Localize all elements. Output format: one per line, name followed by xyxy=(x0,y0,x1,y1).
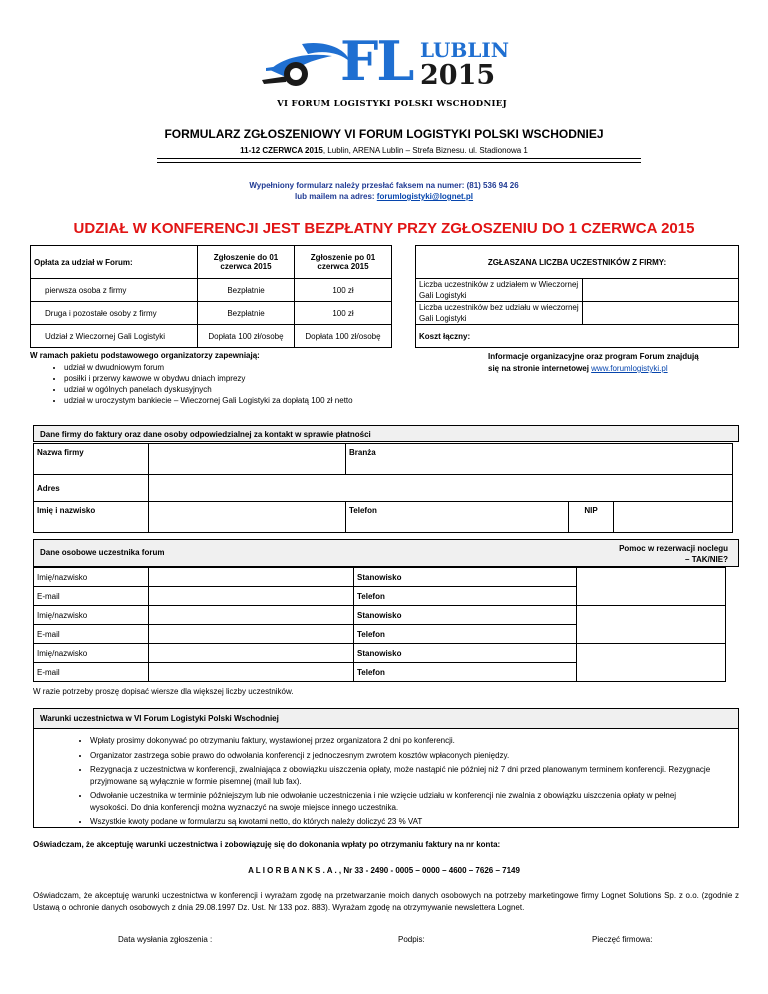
email-label: E-mail xyxy=(34,625,149,644)
position-label: Stanowisko xyxy=(354,568,577,587)
participants-without-gala-label: Liczba uczestników bez udziału w wieczornej Gali Logistyki xyxy=(416,302,583,325)
accommodation-input[interactable] xyxy=(577,606,726,644)
fees-table xyxy=(30,245,392,348)
persons-header: Dane osobowe uczestnika forum xyxy=(40,548,165,557)
email-label: E-mail xyxy=(34,587,149,606)
participants-header: ZGŁASZANA LICZBA UCZESTNIKÓW Z FIRMY: xyxy=(416,246,739,279)
divider xyxy=(157,158,641,159)
mail-link[interactable]: forumlogistyki@lognet.pl xyxy=(376,192,474,201)
fee-row-label: pierwsza osoba z firmy xyxy=(31,279,198,302)
package-item: • posiłki i przerwy kawowe w obydwu dniach imprezy xyxy=(64,373,353,384)
accommodation-help-line1: Pomoc w rezerwacji noclegu xyxy=(619,544,728,553)
fee-row-label: Udział z Wieczornej Gali Logistyki xyxy=(31,325,198,348)
phone-label: Telefon xyxy=(354,663,577,682)
firm-section-header: Dane firmy do faktury oraz dane osoby odpowiedzialnej za kontakt w sprawie płatności xyxy=(33,425,739,442)
accommodation-help-label xyxy=(619,543,728,565)
data-consent: Oświadczam, że akceptuję warunki uczestnictwa w konferencji i wyrażam zgodę na przetwarzanie moich danych osobowych na potrzeby marketingowe firmy Lognet Solutions Sp. z o.o. (zgodnie z Ustawą o ochronie danych osobowych z dnia 29.08.1997 Dz. Ust. Nr 133 poz. 883). Wyrażam zgodę na otrzymywanie newslettera Lognet. xyxy=(33,891,739,912)
accommodation-input[interactable] xyxy=(577,644,726,682)
email-input[interactable] xyxy=(149,625,354,644)
person-name-label: Imię/nazwisko xyxy=(34,644,149,663)
payment-declaration: Oświadczam, że akceptuję warunki uczestnictwa i zobowiązuję się do dokonania wpłaty po otrzymaniu faktury na nr konta: xyxy=(33,840,501,849)
mail-prefix: lub mailem na adres: xyxy=(294,192,377,201)
address-input[interactable] xyxy=(149,475,733,502)
participants-with-gala-input[interactable] xyxy=(583,279,739,302)
terms-item: • Odwołanie uczestnika w terminie późniejszym lub nie odwołanie uczestniczenia i nie wzięcie udziału w konferencji nie zwalnia z obowiązku uiszczenia opłaty w pełnej wysokości. Do dnia konferencji można wyznaczyć na swoje miejsce innego uczestnika. xyxy=(90,790,714,813)
form-title: FORMULARZ ZGŁOSZENIOWY VI FORUM LOGISTYKI POLSKI WSCHODNIEJ xyxy=(164,127,604,141)
accommodation-input[interactable] xyxy=(577,568,726,606)
terms-item: • Rezygnacja z uczestnictwa w konferencji, zwalniająca z obowiązku uiszczenia opłaty, może nastąpić nie później niż 7 dni przed planowanym terminem konferencji. Rezygnacje przyjmowane są wyłącznie w formie pisemnej (mail lub fax). xyxy=(90,764,714,787)
event-date: 11-12 CZERWCA 2015 xyxy=(240,146,323,155)
logo-letters: FL xyxy=(340,29,413,93)
terms-item: • Wszystkie kwoty podane w formularzu są kwotami netto, do których należy doliczyć 23 % VAT xyxy=(90,816,714,828)
person-name-input[interactable] xyxy=(149,568,354,587)
package-intro: W ramach pakietu podstawowego organizatorzy zapewniają: xyxy=(30,351,260,360)
date-label: Data wysłania zgłoszenia : xyxy=(118,935,213,944)
logo-city: LUBLIN xyxy=(420,38,510,62)
accommodation-help-line2: – TAK/NIE? xyxy=(685,555,728,564)
fees-col-after: Zgłoszenie po 01 czerwca 2015 xyxy=(295,246,392,279)
fax-info: Wypełniony formularz należy przesłać faksem na numer: (81) 536 94 26 xyxy=(249,181,519,190)
fee-row-after: Dopłata 100 zł/osobę xyxy=(295,325,392,348)
mail-info xyxy=(0,192,768,201)
person-name-label: Imię/nazwisko xyxy=(34,568,149,587)
website-info xyxy=(488,351,699,375)
terms-item: • Wpłaty prosimy dokonywać po otrzymaniu faktury, wystawionej przez organizatora 2 dni po konferencji. xyxy=(90,735,714,747)
person-name-input[interactable] xyxy=(149,644,354,663)
fee-row-before: Dopłata 100 zł/osobę xyxy=(198,325,295,348)
position-label: Stanowisko xyxy=(354,606,577,625)
event-location: , Lublin, ARENA Lublin – Strefa Biznesu. ul. Stadionowa 1 xyxy=(322,146,528,155)
logo-subtitle: VI FORUM LOGISTYKI POLSKI WSCHODNIEJ xyxy=(277,99,507,109)
position-label: Stanowisko xyxy=(354,644,577,663)
person-name-label: Imię i nazwisko xyxy=(34,502,149,533)
participants-with-gala-label: Liczba uczestników z udziałem w Wieczornej Gali Logistyki xyxy=(416,279,583,302)
fee-row-label: Druga i pozostałe osoby z firmy xyxy=(31,302,198,325)
terms-box xyxy=(33,708,739,828)
fee-row-before: Bezpłatnie xyxy=(198,302,295,325)
person-name-input[interactable] xyxy=(149,502,346,533)
logo-year: 2015 xyxy=(420,60,496,91)
terms-list xyxy=(34,735,714,831)
package-item: • udział w ogólnych panelach dyskusyjnych xyxy=(64,384,353,395)
persons-note: W razie potrzeby proszę dopisać wiersze dla większej liczby uczestników. xyxy=(33,687,294,696)
package-list xyxy=(30,362,353,406)
stamp-label: Pieczęć firmowa: xyxy=(592,935,653,944)
signature-label: Podpis: xyxy=(398,935,425,944)
fee-row-after: 100 zł xyxy=(295,302,392,325)
persons-table xyxy=(33,567,726,682)
fee-row-after: 100 zł xyxy=(295,279,392,302)
event-date-location xyxy=(0,146,768,155)
fee-row-before: Bezpłatnie xyxy=(198,279,295,302)
participants-without-gala-input[interactable] xyxy=(583,302,739,325)
website-info-line1: Informacje organizacyjne oraz program Forum znajdują xyxy=(488,352,699,361)
phone-label: Telefon xyxy=(354,587,577,606)
terms-item: • Organizator zastrzega sobie prawo do odwołania konferencji z jednoczesnym zwrotem kosztów wpłaconych pieniędzy. xyxy=(90,750,714,762)
company-name-label: Nazwa firmy xyxy=(34,444,149,475)
email-input[interactable] xyxy=(149,663,354,682)
fees-col-before: Zgłoszenie do 01 czerwca 2015 xyxy=(198,246,295,279)
firm-table xyxy=(33,443,733,533)
nip-label: NIP xyxy=(569,502,614,533)
nip-input[interactable] xyxy=(614,502,733,533)
total-cost[interactable]: Koszt łączny: xyxy=(416,325,739,348)
website-link[interactable]: www.forumlogistyki.pl xyxy=(591,364,668,373)
package-item: • udział w dwudniowym forum xyxy=(64,362,353,373)
persons-header-bar xyxy=(33,539,739,567)
fees-col-label: Opłata za udział w Forum: xyxy=(31,246,198,279)
email-label: E-mail xyxy=(34,663,149,682)
website-info-line2: się na stronie internetowej xyxy=(488,364,592,373)
person-name-input[interactable] xyxy=(149,606,354,625)
person-name-label: Imię/nazwisko xyxy=(34,606,149,625)
bank-account: A L I O R B A N K S . A . , Nr 33 - 2490 - 0005 – 0000 – 4600 – 7626 – 7149 xyxy=(248,866,520,875)
industry-label: Branża xyxy=(349,448,376,457)
email-input[interactable] xyxy=(149,587,354,606)
participants-table xyxy=(415,245,739,348)
package-item: • udział w uroczystym bankiecie – Wieczornej Gali Logistyki za dopłatą 100 zł netto xyxy=(64,395,353,406)
company-name-input[interactable] xyxy=(149,444,346,475)
free-notice: UDZIAŁ W KONFERENCJI JEST BEZPŁATNY PRZY ZGŁOSZENIU DO 1 CZERWCA 2015 xyxy=(73,220,695,237)
phone-label: Telefon xyxy=(354,625,577,644)
address-label: Adres xyxy=(34,475,149,502)
divider xyxy=(157,162,641,163)
terms-header: Warunki uczestnictwa w VI Forum Logistyki Polski Wschodniej xyxy=(34,709,738,729)
phone-label: Telefon xyxy=(346,502,569,533)
